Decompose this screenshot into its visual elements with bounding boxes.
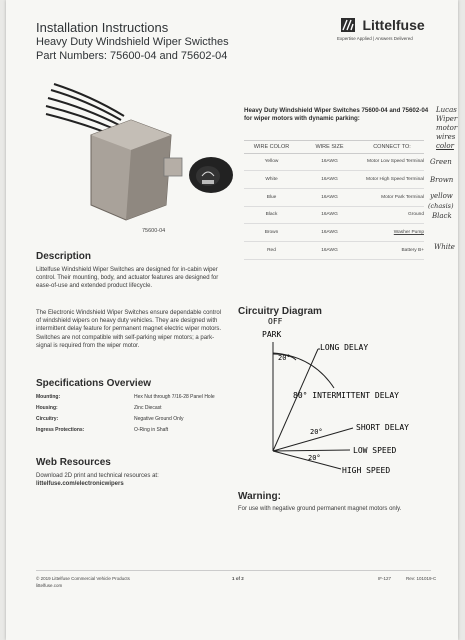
table-row <box>244 153 424 171</box>
product-image <box>36 80 236 230</box>
wire-color-cell: Blue <box>266 195 277 200</box>
park-label: PARK <box>262 330 282 339</box>
handwritten-row-note: (chasis) <box>428 202 454 210</box>
low-speed-label: LOW SPEED <box>353 446 397 455</box>
warning-text: For use with negative ground permanent magnet motors only. <box>238 506 402 512</box>
footer-copyright: © 2019 Littelfuse Commercial Vehicle Products <box>36 576 130 581</box>
off-label: OFF <box>268 317 283 326</box>
description-paragraph-2: The Electronic Windshield Wiper Switches ensure dependable control of windshield wipers on heavy duty vehicles. They are designed with intermittent delay feature for permanent magnet electric wiper motors. Switches are not compatible with self-parking wiper motors; a park-signal is required from the wiper motor. <box>36 310 222 349</box>
wire-color-cell: Brown <box>264 230 279 235</box>
logo-tagline: Expertise Applied | Answers Delivered <box>337 36 413 41</box>
spec-label: Circuitry: <box>36 416 59 422</box>
spec-label: Mounting: <box>36 394 61 400</box>
spec-value: Hex Nut through 7/16-28 Panel Hole <box>134 394 215 400</box>
spec-value: O-Ring in Shaft <box>134 427 169 433</box>
specs-heading: Specifications Overview <box>36 378 152 389</box>
description-paragraph-1: Littelfuse Windshield Wiper Switches are designed for in-cabin wiper control. Their mounting, body, and actuator features are designed for ease-of-use and extended product lifecycle. <box>36 267 219 290</box>
product-image-caption: 75600-04 <box>142 228 166 234</box>
angle-label: 20° <box>278 354 291 362</box>
spec-value: Negative Ground Only <box>134 416 184 422</box>
handwritten-row-note: White <box>434 243 455 251</box>
circuitry-diagram <box>238 316 438 486</box>
handwritten-line: Lucas <box>436 106 457 114</box>
web-resources-text: Download 2D print and technical resources at: <box>36 473 159 479</box>
handwritten-line: motor <box>436 124 458 132</box>
part-numbers: Part Numbers: 75600-04 and 75602-04 <box>36 50 228 62</box>
handwritten-row-note: Brown <box>430 176 454 184</box>
table-header-row <box>244 140 424 154</box>
table-row <box>244 224 424 242</box>
logo-text: Littelfuse <box>362 16 425 33</box>
handwritten-row-note: yellow <box>430 192 453 200</box>
footer-divider <box>36 570 431 571</box>
wire-size-cell: 16AWG <box>321 177 338 182</box>
wire-size-cell: 16AWG <box>321 212 338 217</box>
connect-to-cell: Battery B+ <box>401 248 424 253</box>
connect-to-cell: Motor High Speed Terminal <box>365 177 424 182</box>
table-header-cell: CONNECT TO: <box>373 144 411 150</box>
logo-mark-icon <box>341 18 355 32</box>
handwritten-line: wires <box>436 133 456 141</box>
handwritten-line: color <box>436 142 454 150</box>
short-delay-label: SHORT DELAY <box>356 423 409 432</box>
web-resources-heading: Web Resources <box>36 457 111 468</box>
wire-color-cell: Black <box>265 212 278 217</box>
table-header-cell: WIRE SIZE <box>315 144 344 150</box>
wire-color-cell: Red <box>267 248 276 253</box>
spec-label: Ingress Protections: <box>36 427 85 433</box>
page-title: Installation Instructions <box>36 20 169 35</box>
handwritten-line: Wiper <box>436 115 458 123</box>
handwritten-note <box>436 106 457 151</box>
wire-size-cell: 16AWG <box>321 159 338 164</box>
spec-label: Housing: <box>36 405 58 411</box>
intermittent-delay-label: 80° INTERMITTENT DELAY <box>293 391 399 400</box>
wire-size-cell: 16AWG <box>321 248 338 253</box>
table-row <box>244 242 424 260</box>
table-header-cell: WIRE COLOR <box>253 144 290 150</box>
footer-doc-id: IF-127 <box>378 576 392 581</box>
table-row <box>244 206 424 224</box>
footer-revision: Rev: 101019-C <box>406 576 437 581</box>
angle-label: 20° <box>308 454 321 462</box>
littelfuse-logo <box>341 16 425 34</box>
web-resources-link[interactable]: littelfuse.com/electronicwipers <box>36 481 124 487</box>
footer-site: littelfuse.com <box>36 583 63 588</box>
table-row <box>244 171 424 189</box>
connect-to-cell: Ground <box>408 212 424 217</box>
wire-size-cell: 16AWG <box>321 230 338 235</box>
circuitry-lines <box>238 316 438 486</box>
table-row <box>244 189 424 207</box>
wire-size-cell: 16AWG <box>321 195 338 200</box>
table-title: Heavy Duty Windshield Wiper Switches 75600-04 and 75602-04 for wiper motors with dynamic parking: <box>244 107 429 122</box>
connect-to-cell: Washer Pump <box>393 230 424 235</box>
spec-value: Zinc Diecast <box>134 405 162 411</box>
connect-to-cell: Motor Park Terminal <box>381 195 424 200</box>
page-number: 1 of 2 <box>232 576 244 581</box>
long-delay-label: LONG DELAY <box>320 343 369 352</box>
handwritten-row-note: Green <box>430 158 452 166</box>
wire-color-cell: Yellow <box>264 159 279 164</box>
circuitry-heading: Circuitry Diagram <box>238 306 322 317</box>
document-page <box>6 0 458 640</box>
connect-to-cell: Motor Low Speed Terminal <box>367 159 424 164</box>
high-speed-label: HIGH SPEED <box>342 466 391 475</box>
wire-color-cell: White <box>265 177 278 182</box>
handwritten-row-note: Black <box>432 212 452 220</box>
angle-label: 20° <box>310 428 323 436</box>
page-subtitle: Heavy Duty Windshield Wiper Swicthes <box>36 36 229 48</box>
warning-heading: Warning: <box>238 491 281 502</box>
description-heading: Description <box>36 251 92 262</box>
